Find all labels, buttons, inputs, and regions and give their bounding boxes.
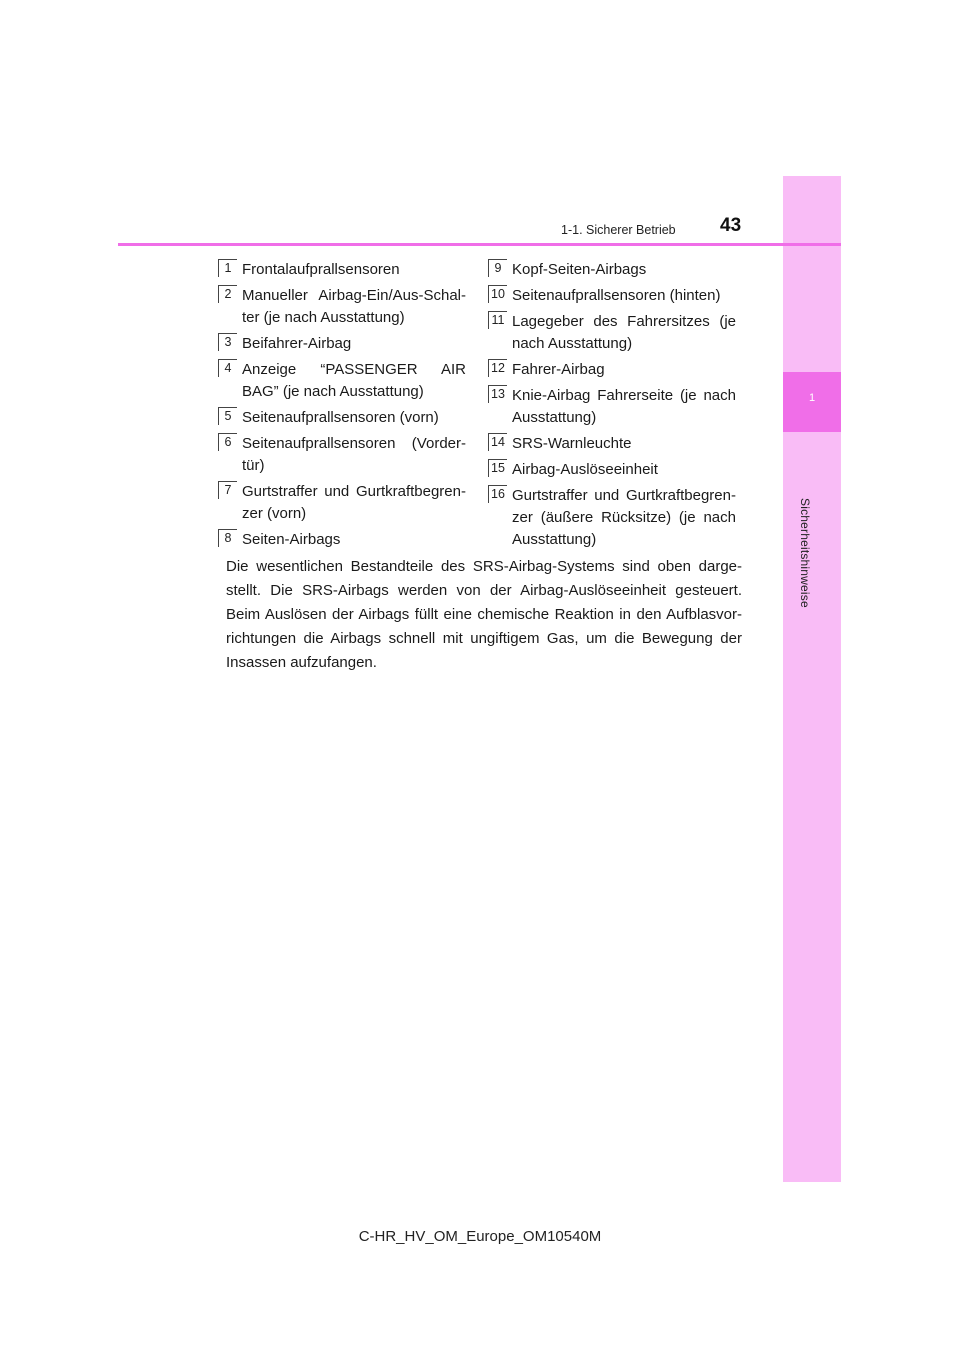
- number-badge: 11: [488, 311, 507, 329]
- item-text: Seitenaufprallsensoren (hinten): [512, 287, 721, 304]
- number-badge: 3: [218, 333, 237, 351]
- item-text: Fahrer-Airbag: [512, 361, 605, 378]
- list-item: [218, 359, 466, 403]
- number-badge: 4: [218, 359, 237, 377]
- number-badge: 10: [488, 285, 507, 303]
- list-item: [488, 433, 736, 455]
- footer-doc-id: C-HR_HV_OM_Europe_OM10540M: [358, 1228, 602, 1245]
- item-text: Seiten-Airbags: [242, 531, 341, 548]
- list-item: [218, 407, 466, 429]
- number-badge: 2: [218, 285, 237, 303]
- number-badge: 9: [488, 259, 507, 277]
- item-text: Seitenaufprallsensoren (Vorder-tür): [242, 435, 466, 474]
- number-badge: 8: [218, 529, 237, 547]
- number-badge: 1: [218, 259, 237, 277]
- item-text: Seitenaufprallsensoren (vorn): [242, 409, 439, 426]
- chapter-side-tab: [783, 176, 841, 1182]
- item-text: Frontalaufprallsensoren: [242, 261, 400, 278]
- item-text: Manueller Airbag-Ein/Aus-Schal-ter (je nach Ausstattung): [242, 287, 466, 326]
- chapter-title: Sicherheitshinweise: [798, 498, 812, 608]
- list-item: [488, 385, 736, 429]
- number-badge: 16: [488, 485, 507, 503]
- list-item: [488, 311, 736, 355]
- list-item: [488, 359, 736, 381]
- list-item: [218, 333, 466, 355]
- list-item: [488, 485, 736, 551]
- list-item: [218, 285, 466, 329]
- number-badge: 13: [488, 385, 507, 403]
- item-text: SRS-Warnleuchte: [512, 435, 632, 452]
- list-item: [488, 259, 736, 281]
- list-item: [218, 529, 466, 551]
- number-badge: 14: [488, 433, 507, 451]
- description-paragraph: Die wesentlichen Bestandteile des SRS-Airbag-Systems sind oben darge-stellt. Die SRS-Airbags werden von der Airbag-Auslöseeinheit gesteuert. Beim Auslösen der Airbags füllt eine chemische Reaktion in den Aufblasvor-richtungen die Airbags schnell mit ungiftigem Gas, um die Bewegung der Insassen aufzufangen.: [226, 558, 742, 671]
- list-item: [488, 459, 736, 481]
- page-number: 43: [720, 215, 742, 236]
- item-text: Beifahrer-Airbag: [242, 335, 352, 352]
- item-text: Anzeige “PASSENGER AIR BAG” (je nach Ausstattung): [242, 361, 466, 400]
- list-item: [218, 481, 466, 525]
- list-item: [218, 433, 466, 477]
- item-text: Gurtstraffer und Gurtkraftbegren-zer (vorn): [242, 483, 466, 522]
- item-text: Lagegeber des Fahrersitzes (je nach Ausstattung): [512, 313, 736, 352]
- component-list-right: [488, 259, 736, 555]
- section-title: 1-1. Sicherer Betrieb: [561, 223, 676, 237]
- number-badge: 12: [488, 359, 507, 377]
- item-text: Knie-Airbag Fahrerseite (je nach Ausstattung): [512, 387, 736, 426]
- component-list-left: [218, 259, 466, 555]
- header-rule: [118, 243, 841, 246]
- item-text: Kopf-Seiten-Airbags: [512, 261, 647, 278]
- item-text: Airbag-Auslöseeinheit: [512, 461, 658, 478]
- number-badge: 6: [218, 433, 237, 451]
- number-badge: 7: [218, 481, 237, 499]
- item-text: Gurtstraffer und Gurtkraftbegren-zer (äußere Rücksitze) (je nach Ausstattung): [512, 487, 736, 548]
- number-badge: 5: [218, 407, 237, 425]
- list-item: [218, 259, 466, 281]
- chapter-number: 1: [808, 392, 816, 404]
- list-item: [488, 285, 736, 307]
- number-badge: 15: [488, 459, 507, 477]
